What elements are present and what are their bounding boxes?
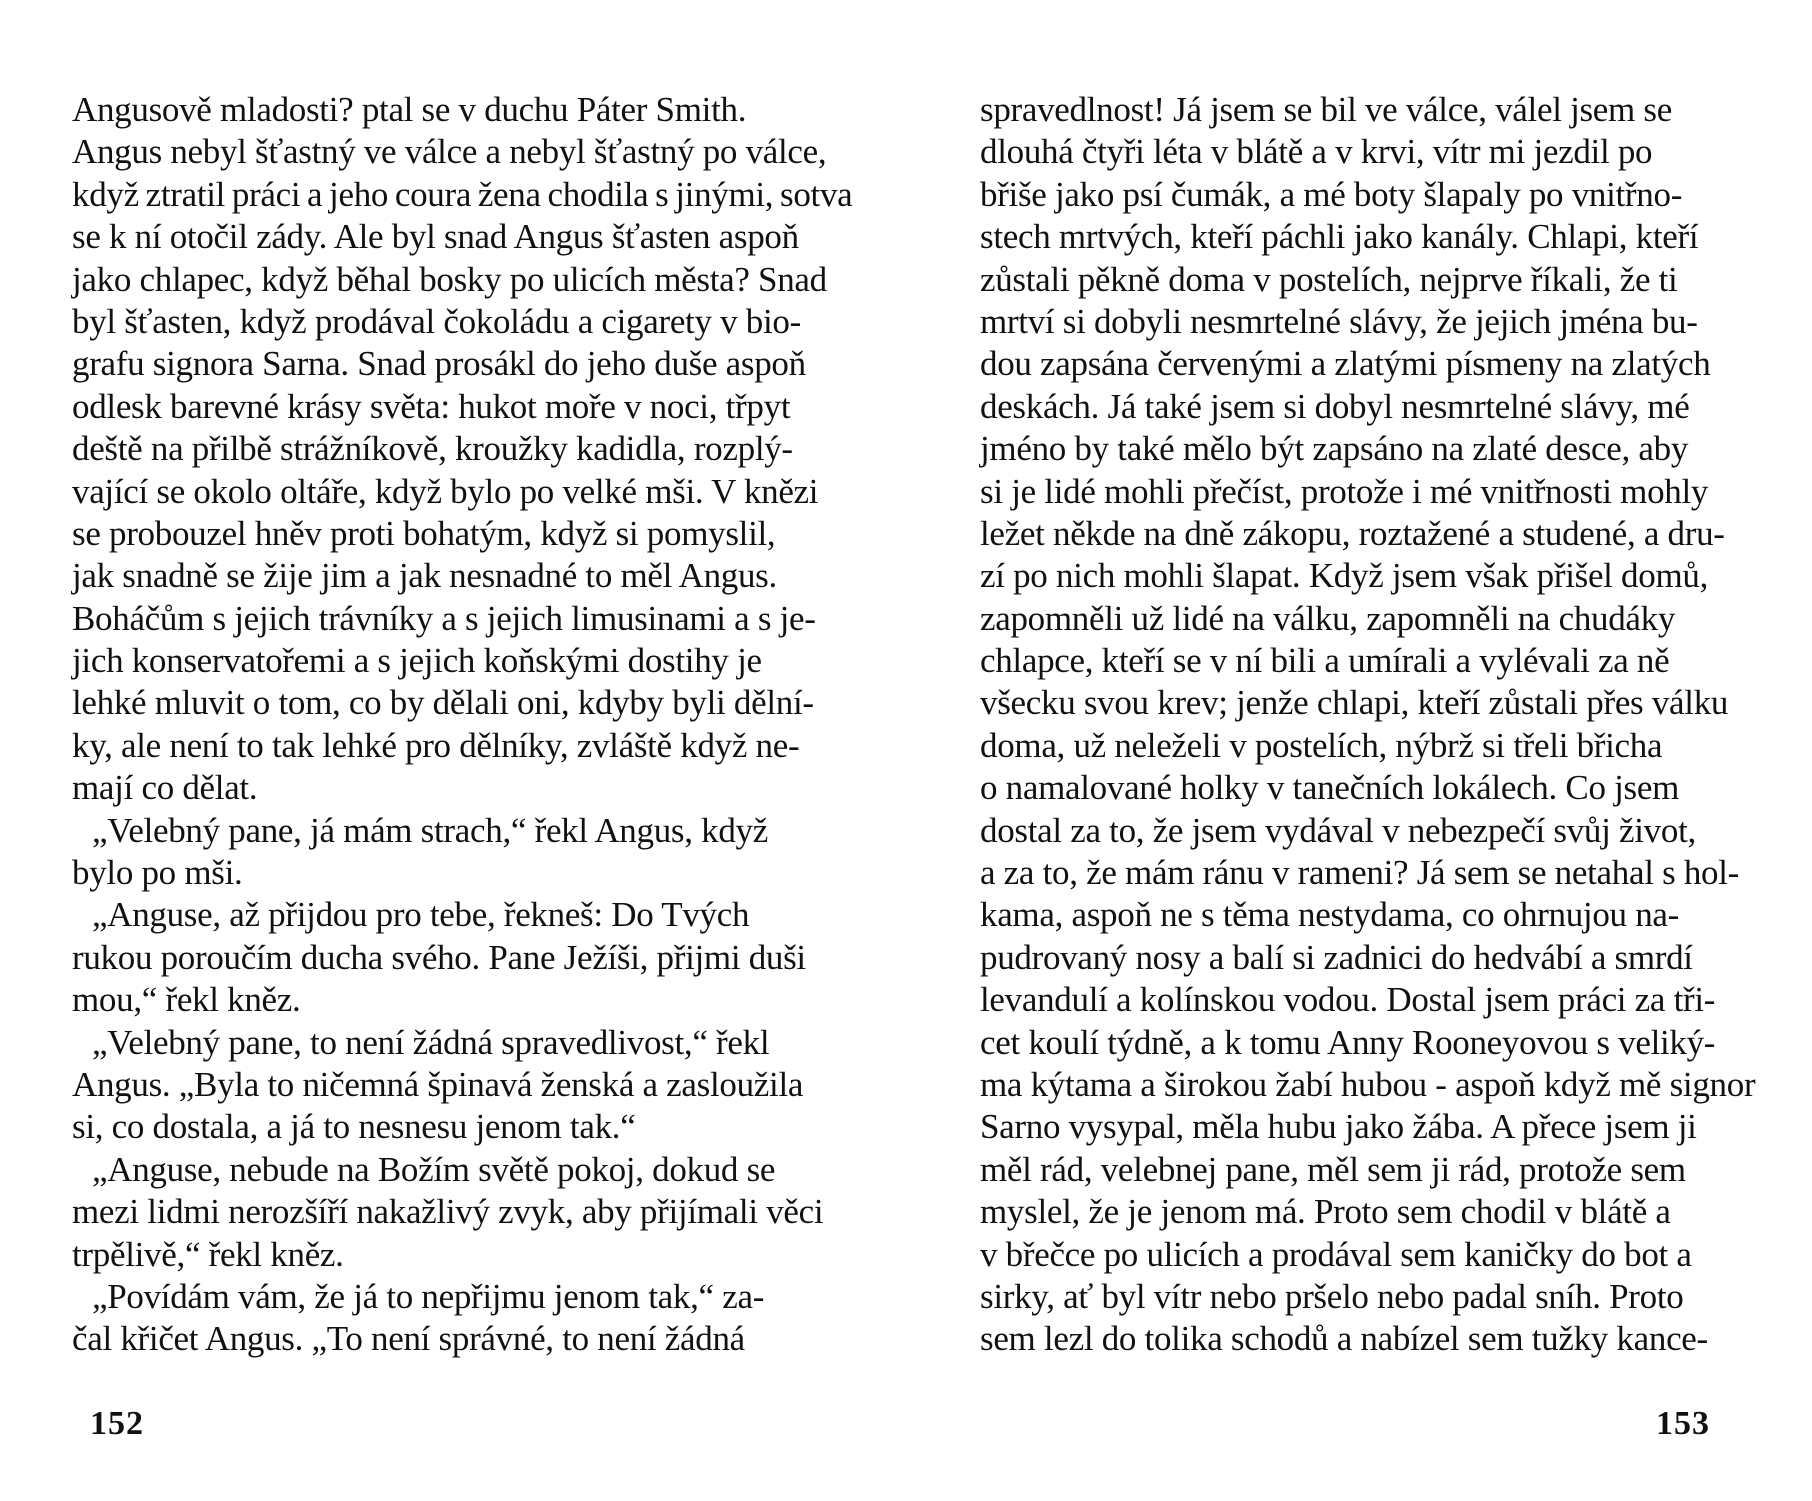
text-line: doma, už neleželi v postelích, nýbrž si třeli břicha: [980, 725, 1663, 765]
text-line: odlesk barevné krásy světa: hukot moře v noci, třpyt: [72, 386, 791, 426]
text-line: spravedlnost! Já jsem se bil ve válce, válel jsem se: [980, 90, 1672, 129]
text-line: zůstali pěkně doma v postelích, nejprve říkali, že ti: [980, 259, 1678, 299]
text-line: o namalované holky v tanečních lokálech. Co jsem: [980, 768, 1679, 808]
left-page-text: [72, 89, 852, 1361]
text-line: kama, aspoň ne s těma nestydama, co ohrnujou na-: [980, 895, 1679, 935]
text-line: trpělivě,“ řekl kněz.: [72, 1234, 344, 1274]
text-line: Angus. „Byla to ničemná špinavá ženská a zasloužila: [72, 1064, 804, 1104]
text-line: „Anguse, až přijdou pro tebe, řekneš: Do Tvých: [92, 895, 750, 935]
text-line: měl rád, velebnej pane, měl sem ji rád, protože sem: [980, 1149, 1686, 1189]
text-line: pudrovaný nosy a balí si zadnici do hedvábí a smrdí: [980, 937, 1693, 977]
text-line: lehké mluvit o tom, co by dělali oni, kdyby byli dělní-: [72, 683, 814, 723]
text-line: „Anguse, nebude na Božím světě pokoj, dokud se: [92, 1149, 776, 1189]
text-line: ky, ale není to tak lehké pro dělníky, zvláště když ne-: [72, 725, 800, 765]
text-line: deskách. Já také jsem si dobyl nesmrtelné slávy, mé: [980, 386, 1690, 426]
text-line: ma kýtama a širokou žabí hubou - aspoň když mě signor: [980, 1064, 1756, 1104]
right-page: [980, 89, 1760, 1361]
text-line: sirky, ať byl vítr nebo pršelo nebo padal sníh. Proto: [980, 1276, 1684, 1316]
text-line: mají co dělat.: [72, 768, 258, 808]
text-line: sem lezl do tolika schodů a nabízel sem tužky kance-: [980, 1319, 1708, 1359]
text-line: břiše jako psí čumák, a mé boty šlapaly po vnitřno-: [980, 174, 1683, 214]
text-line: „Velebný pane, já mám strach,“ řekl Angus, když: [92, 810, 768, 850]
text-line: se probouzel hněv proti bohatým, když si pomyslil,: [72, 513, 776, 553]
text-line: Angus nebyl šťastný ve válce a nebyl šťastný po válce,: [72, 132, 827, 172]
text-line: když ztratil práci a jeho coura žena chodila s jinými, sotva: [72, 174, 853, 214]
text-line: jak snadně se žije jim a jak nesnadné to měl Angus.: [72, 556, 777, 596]
right-page-number: 153: [1656, 1405, 1710, 1442]
right-page-text: [980, 89, 1760, 1361]
text-line: Sarno vysypal, měla hubu jako žába. A přece jsem ji: [980, 1107, 1697, 1147]
text-line: si je lidé mohli přečíst, protože i mé vnitřnosti mohly: [980, 471, 1709, 511]
text-line: dlouhá čtyři léta v blátě a v krvi, vítr mi jezdil po: [980, 132, 1653, 172]
text-line: a za to, že mám ránu v rameni? Já sem se netahal s hol-: [980, 853, 1740, 893]
text-line: čal křičet Angus. „To není správné, to není žádná: [72, 1319, 745, 1359]
text-line: Angusově mladosti? ptal se v duchu Páter Smith.: [72, 90, 747, 129]
text-line: dostal za to, že jsem vydával v nebezpečí svůj život,: [980, 810, 1696, 850]
text-line: si, co dostala, a já to nesnesu jenom tak.“: [72, 1107, 636, 1147]
text-line: stech mrtvých, kteří páchli jako kanály. Chlapi, kteří: [980, 217, 1699, 257]
text-line: „Velebný pane, to není žádná spravedlivost,“ řekl: [92, 1022, 770, 1062]
text-line: mou,“ řekl kněz.: [72, 980, 301, 1020]
text-line: jako chlapec, když běhal bosky po ulicích města? Snad: [72, 259, 827, 299]
text-line: mrtví si dobyli nesmrtelné slávy, že jejich jména bu-: [980, 301, 1698, 341]
left-page: [72, 89, 852, 1361]
text-line: chlapce, kteří se v ní bili a umírali a vylévali za ně: [980, 641, 1670, 681]
text-line: dou zapsána červenými a zlatými písmeny na zlatých: [980, 344, 1711, 384]
text-line: cet koulí týdně, a k tomu Anny Rooneyovou s veliký-: [980, 1022, 1716, 1062]
text-line: levandulí a kolínskou vodou. Dostal jsem práci za tři-: [980, 980, 1716, 1020]
text-line: se k ní otočil zády. Ale byl snad Angus šťasten aspoň: [72, 217, 799, 257]
text-line: mezi lidmi nerozšíří nakažlivý zvyk, aby přijímali věci: [72, 1192, 824, 1232]
text-line: bylo po mši.: [72, 853, 243, 893]
text-line: „Povídám vám, že já to nepřijmu jenom tak,“ za-: [92, 1276, 765, 1316]
text-line: vající se okolo oltáře, když bylo po velké mši. V knězi: [72, 471, 819, 511]
text-line: ležet někde na dně zákopu, roztažené a studené, a dru-: [980, 513, 1725, 553]
text-line: zapomněli už lidé na válku, zapomněli na chudáky: [980, 598, 1676, 638]
left-page-number: 152: [90, 1405, 144, 1442]
text-line: Boháčům s jejich trávníky a s jejich limusinami a s je-: [72, 598, 816, 638]
text-line: jméno by také mělo být zapsáno na zlaté desce, aby: [980, 429, 1689, 469]
text-line: myslel, že je jenom má. Proto sem chodil v blátě a: [980, 1192, 1671, 1232]
text-line: jich konservatořemi a s jejich koňskými dostihy je: [72, 641, 762, 681]
text-line: v břečce po ulicích a prodával sem kaničky do bot a: [980, 1234, 1692, 1274]
text-line: zí po nich mohli šlapat. Když jsem však přišel domů,: [980, 556, 1709, 596]
text-line: deště na přilbě strážníkově, kroužky kadidla, rozplý-: [72, 429, 793, 469]
text-line: grafu signora Sarna. Snad prosákl do jeho duše aspoň: [72, 344, 806, 384]
text-line: rukou poroučím ducha svého. Pane Ježíši, přijmi duši: [72, 937, 806, 977]
text-line: všecku svou krev; jenže chlapi, kteří zůstali přes válku: [980, 683, 1729, 723]
text-line: byl šťasten, když prodával čokoládu a cigarety v bio-: [72, 301, 801, 341]
